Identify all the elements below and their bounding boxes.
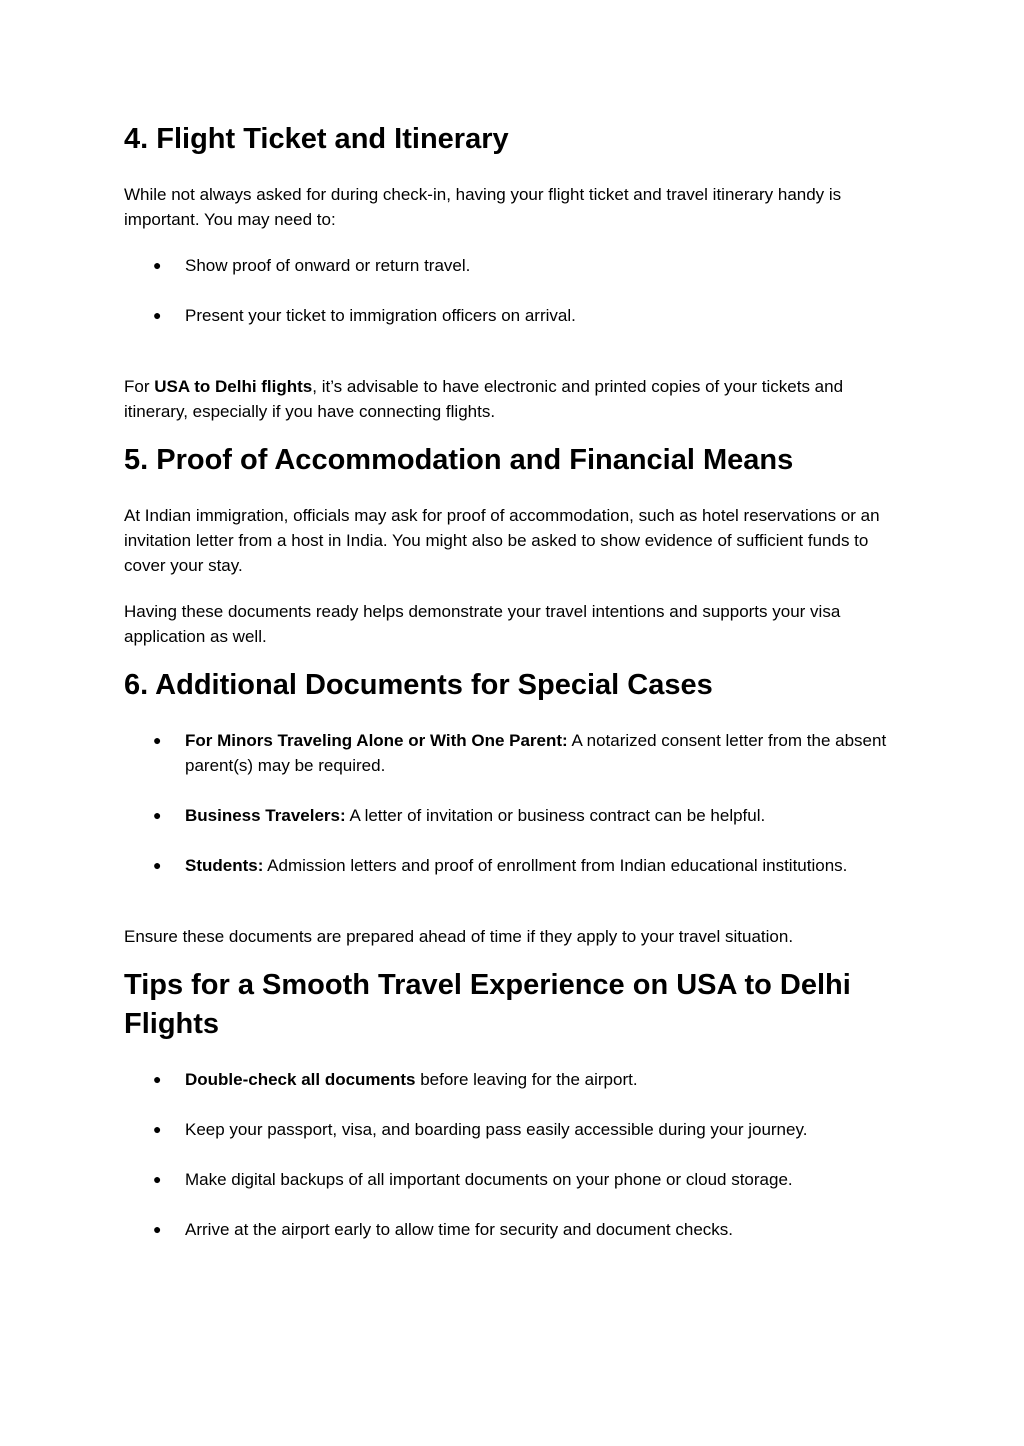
bullet-icon: ● (153, 732, 162, 748)
list-item (124, 1167, 894, 1192)
tips-list (124, 1067, 894, 1242)
keyword-usa-to-delhi-flights: USA to Delhi flights (154, 377, 313, 396)
list-item-label: Students: (185, 856, 264, 875)
bullet-icon: ● (153, 257, 162, 273)
list-item (124, 303, 894, 328)
list-item-label: For Minors Traveling Alone or With One Parent: (185, 731, 568, 750)
list-item-label: Business Travelers: (185, 806, 346, 825)
section-heading-tips: Tips for a Smooth Travel Experience on USA to Delhi Flights (124, 969, 851, 1040)
list-item (124, 803, 894, 828)
list-item-text: Admission letters and proof of enrollment from Indian educational institutions. (263, 856, 848, 875)
section-heading-special-cases: 6. Additional Documents for Special Cases (124, 669, 713, 701)
list-item-text: A letter of invitation or business contract can be helpful. (345, 806, 766, 825)
list-item-text: Arrive at the airport early to allow time for security and document checks. (185, 1220, 734, 1239)
bullet-icon: ● (153, 1121, 162, 1137)
section-6-closing: Ensure these documents are prepared ahead of time if they apply to your travel situation. (124, 927, 794, 946)
list-item (124, 253, 894, 278)
section-4-intro: While not always asked for during check-in, having your flight ticket and travel itinerary handy is important. You may need to: (124, 185, 842, 229)
bullet-icon: ● (153, 307, 162, 323)
list-item-text: A notarized consent letter from the absent parent(s) may be required. (185, 731, 887, 775)
list-item-text: Keep your passport, visa, and boarding pass easily accessible during your journey. (185, 1120, 808, 1139)
section-4-closing (124, 374, 894, 424)
bullet-icon: ● (153, 1221, 162, 1237)
list-item-text: Show proof of onward or return travel. (185, 256, 471, 275)
section-4-list (124, 253, 894, 328)
list-item-text: Make digital backups of all important documents on your phone or cloud storage. (185, 1170, 793, 1189)
section-6-list (124, 728, 894, 878)
list-item (124, 728, 894, 778)
section-heading-accommodation: 5. Proof of Accommodation and Financial Means (124, 444, 794, 476)
document-page (124, 120, 894, 1242)
section-heading-flight-ticket: 4. Flight Ticket and Itinerary (124, 123, 509, 155)
list-item (124, 853, 894, 878)
bullet-icon: ● (153, 1171, 162, 1187)
list-item-label: Double-check all documents (185, 1070, 416, 1089)
section-5-paragraph-2: Having these documents ready helps demonstrate your travel intentions and supports your visa application as well. (124, 602, 841, 646)
bullet-icon: ● (153, 807, 162, 823)
section-5-paragraph-1: At Indian immigration, officials may ask for proof of accommodation, such as hotel reservations or an invitation letter from a host in India. You might also be asked to show evidence of sufficient funds to cover your stay. (124, 506, 880, 575)
closing-prefix: For (124, 377, 155, 396)
list-item (124, 1117, 894, 1142)
bullet-icon: ● (153, 857, 162, 873)
list-item-text: before leaving for the airport. (415, 1070, 638, 1089)
list-item-text: Present your ticket to immigration officers on arrival. (185, 306, 576, 325)
list-item (124, 1067, 894, 1092)
closing-text: , it’s advisable to have electronic and printed copies of your tickets and itinerary, especially if you have connecting flights. (124, 377, 844, 421)
list-item (124, 1217, 894, 1242)
bullet-icon: ● (153, 1071, 162, 1087)
